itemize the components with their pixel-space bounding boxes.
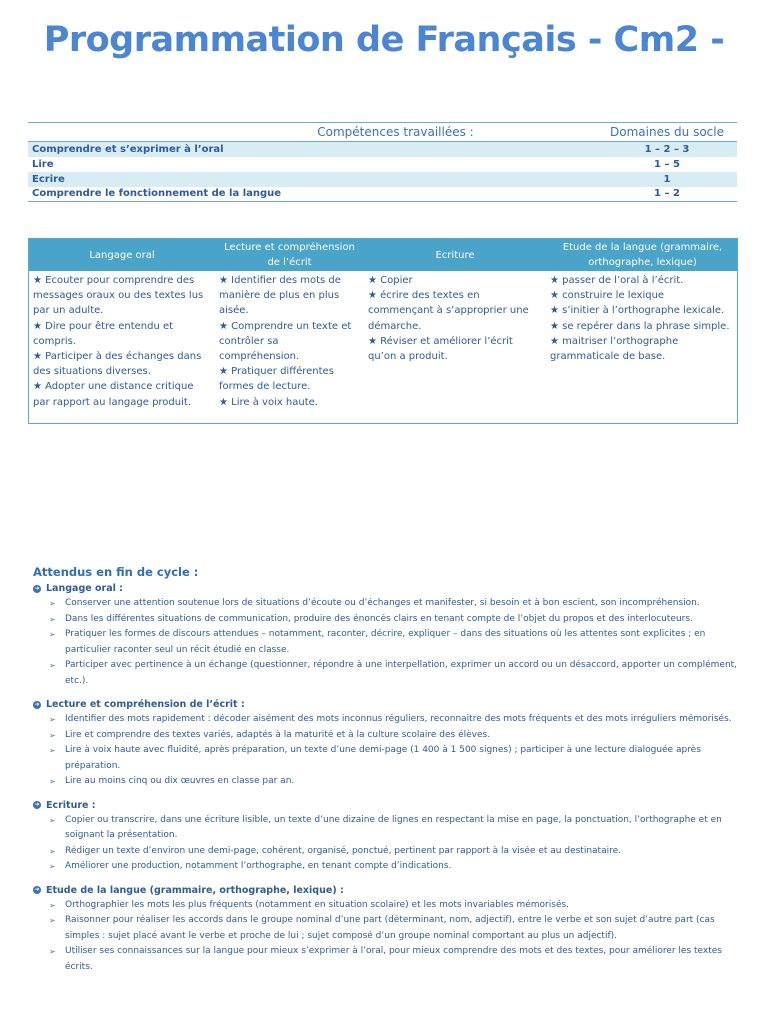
cell-line: ★ écrire des textes en — [368, 290, 480, 302]
arrowhead-bullet-icon: ➢ — [49, 846, 56, 856]
list-item-text: Raisonner pour réaliser les accords dans le groupe nominal d’une part (déterminant, nom, adjectif), entre le verbe et son sujet d’autre part (cas simples : sujet placé avant le verbe et proche de lui ; sujet composé d’un groupe nominal comportant au plus un adjectif). — [65, 915, 715, 941]
competences-header-row — [28, 123, 737, 142]
list-item — [49, 898, 743, 914]
list-item — [49, 658, 743, 689]
section-heading — [33, 699, 743, 710]
cell-line: ★ Pratiquer différentes — [219, 366, 334, 378]
cell-line: par rapport au langage produit. — [33, 396, 191, 408]
section-heading-label: Etude de la langue (grammaire, orthographe, lexique) : — [46, 884, 344, 896]
list-item-text: Rédiger un texte d’environ une demi-page, cohérent, organisé, ponctué, pertinent par rapport à la visée et au destinataire. — [65, 845, 621, 856]
table-row — [28, 142, 737, 157]
cell-line: ★ Dire pour être entendu et — [33, 320, 174, 332]
competence-label: Comprendre et s’exprimer à l’oral — [28, 142, 597, 157]
column-header-ecriture: Ecriture — [435, 249, 475, 261]
section-heading-label: Langage oral : — [46, 583, 123, 594]
cell-line: ★ Lire à voix haute. — [219, 396, 318, 408]
column-header-lecture: Lecture et compréhension de l’écrit — [224, 242, 355, 268]
list-item-text: Orthographier les mots les plus fréquents (notamment en situation scolaire) et les mots invariables mémorisés. — [65, 899, 570, 910]
column-etude-langue — [546, 273, 739, 410]
arrowhead-bullet-icon: ➢ — [49, 947, 56, 956]
arrowhead-bullet-icon: ➢ — [49, 599, 56, 608]
domaines-value: 1 – 2 – 3 — [597, 142, 737, 157]
competence-label: Ecrire — [28, 172, 597, 187]
arrowhead-bullet-icon: ➢ — [49, 916, 56, 925]
cell-line: ★ passer de l’oral à l’écrit. — [550, 275, 684, 286]
cell-line: ★ maitriser l’orthographe — [550, 335, 679, 347]
cell-line: ★ Ecouter pour comprendre des — [33, 275, 195, 286]
list-item — [49, 859, 743, 875]
cell-line: aisée. — [219, 305, 249, 317]
list-item-text: Copier ou transcrire, dans une écriture lisible, un texte d’une dizaine de lignes en respectant la mise en page, la ponctuation, l’orthographe et en soignant la présentation. — [65, 814, 722, 840]
domaines-value: 1 — [597, 172, 737, 187]
domaines-value: 1 – 5 — [654, 158, 680, 170]
cell-line: commençant à s’approprier une — [368, 305, 529, 317]
domaines-table — [28, 238, 738, 424]
arrowhead-bullet-icon: ➢ — [49, 746, 56, 755]
list-item — [49, 743, 743, 774]
cell-line: ★ Comprendre un texte et — [219, 320, 352, 332]
list-item — [49, 913, 743, 944]
attendus-lecture — [33, 699, 743, 790]
list-item-text: Lire et comprendre des textes variés, adaptés à la maturité et à la culture scolaire des élèves. — [65, 729, 491, 740]
section-items — [33, 813, 743, 875]
section-heading-label: Ecriture : — [46, 799, 96, 811]
domaines-header-row — [29, 239, 737, 271]
list-item-text: Participer avec pertinence à un échange (questionner, répondre à une interpellation, exprimer un accord ou un désaccord, apporter un complément, etc.). — [65, 660, 738, 686]
arrowhead-bullet-icon: ➢ — [49, 715, 56, 724]
list-item — [49, 944, 743, 975]
cell-line: par un adulte. — [33, 305, 104, 317]
cell-line: formes de lecture. — [219, 381, 311, 393]
arrowhead-bullet-icon: ➢ — [49, 630, 56, 639]
cell-line: ★ se repérer dans la phrase simple. — [550, 320, 730, 332]
cell-line: contrôler sa — [219, 335, 279, 347]
cell-line: démarche. — [368, 320, 422, 332]
domaines-header-label: Domaines du socle — [597, 123, 737, 142]
column-lecture — [215, 273, 364, 410]
column-header-langage-oral: Langage oral — [89, 249, 155, 261]
cell-line: qu’on a produit. — [368, 351, 448, 363]
arrow-circle-icon: ➜ — [34, 700, 40, 708]
cell-line: ★ s’initier à l’orthographe lexicale. — [550, 305, 725, 317]
list-item — [49, 774, 743, 790]
attendus-langage-oral — [33, 583, 743, 689]
list-item-text: Dans les différentes situations de communication, produire des énoncés clairs en tenant compte de l’objet du propos et des interlocuteurs. — [65, 613, 693, 624]
cell-line: messages oraux ou des textes lus — [33, 290, 204, 302]
cell-line: ★ Participer à des échanges dans — [33, 351, 202, 363]
table-row — [28, 157, 737, 172]
attendus-etude-langue — [33, 885, 743, 976]
competence-label: Comprendre le fonctionnement de la langue — [28, 187, 597, 202]
cell-line: ★ Copier — [368, 275, 413, 286]
cell-line: ★ Identifier des mots de — [219, 275, 341, 286]
attendus-title: Attendus en fin de cycle : — [33, 565, 199, 579]
section-items — [33, 712, 743, 790]
arrowhead-bullet-icon: ➢ — [49, 777, 56, 786]
arrow-circle-icon: ➜ — [34, 584, 40, 592]
competence-label: Lire — [32, 158, 54, 170]
table-row — [28, 187, 737, 202]
list-item-text: Améliorer une production, notamment l’orthographe, en tenant compte d’indications. — [65, 861, 452, 871]
cell-line: ★ Réviser et améliorer l’écrit — [368, 335, 513, 347]
arrow-circle-icon: ➜ — [34, 801, 40, 808]
cell-line: des situations diverses. — [33, 366, 151, 378]
attendus-ecriture — [33, 800, 743, 875]
list-item — [49, 596, 743, 612]
domaines-value: 1 – 2 — [597, 187, 737, 202]
cell-line: compréhension. — [219, 351, 300, 363]
cell-line: ★ Adopter une distance critique — [33, 381, 194, 393]
cell-line: grammaticale de base. — [550, 351, 666, 363]
column-header-etude-langue: Etude de la langue (grammaire, orthographe, lexique) — [562, 242, 723, 268]
arrowhead-bullet-icon: ➢ — [49, 900, 56, 910]
cell-line: compris. — [33, 335, 76, 347]
section-heading — [33, 800, 743, 811]
list-item — [49, 712, 743, 728]
list-item — [49, 612, 743, 628]
list-item-text: Conserver une attention soutenue lors de situations d’écoute ou d’échanges et manifester, si besoin et à bon escient, son incompréhension. — [65, 598, 700, 608]
list-item — [49, 844, 743, 860]
arrowhead-bullet-icon: ➢ — [49, 614, 56, 624]
competences-header-label: Compétences travaillées : — [28, 123, 597, 142]
table-row — [28, 172, 737, 187]
page-title: Programmation de Français - Cm2 - — [43, 20, 725, 60]
column-langage-oral — [29, 273, 215, 410]
list-item-text: Lire au moins cinq ou dix œuvres en classe par an. — [65, 776, 295, 786]
cell-line: manière de plus en plus — [219, 290, 340, 302]
arrowhead-bullet-icon: ➢ — [49, 815, 56, 825]
domaines-body-row — [29, 271, 737, 410]
list-item-text: Utiliser ses connaissances sur la langue pour mieux s’exprimer à l’oral, pour mieux comprendre des mots et des textes, pour améliorer les textes écrits. — [65, 946, 722, 972]
attendus-section — [33, 565, 743, 985]
section-heading — [33, 583, 743, 594]
arrow-circle-icon: ➜ — [34, 886, 40, 893]
list-item — [49, 728, 743, 744]
section-heading — [33, 885, 743, 896]
list-item — [49, 813, 743, 844]
list-item-text: Lire à voix haute avec fluidité, après préparation, un texte d’une demi-page (1 400 à 1 500 signes) ; participer à une lecture dialoguée après préparation. — [65, 745, 701, 771]
list-item-text: Identifier des mots rapidement : décoder aisément des mots inconnus réguliers, reconnaitre des mots fréquents et des mots irréguliers mémorisés. — [65, 714, 732, 724]
section-heading-label: Lecture et compréhension de l’écrit : — [46, 699, 245, 710]
list-item — [49, 627, 743, 658]
arrowhead-bullet-icon: ➢ — [49, 730, 56, 740]
section-items — [33, 898, 743, 976]
competences-table — [28, 122, 737, 202]
column-ecriture — [364, 273, 546, 410]
arrowhead-bullet-icon: ➢ — [49, 862, 56, 871]
arrowhead-bullet-icon: ➢ — [49, 661, 56, 670]
cell-line: ★ construire le lexique — [550, 290, 665, 302]
list-item-text: Pratiquer les formes de discours attendues – notamment, raconter, décrire, expliquer – dans des situations où les attentes sont explicites ; en particulier raconter seul un récit étudié en classe. — [65, 629, 706, 655]
section-items — [33, 596, 743, 689]
